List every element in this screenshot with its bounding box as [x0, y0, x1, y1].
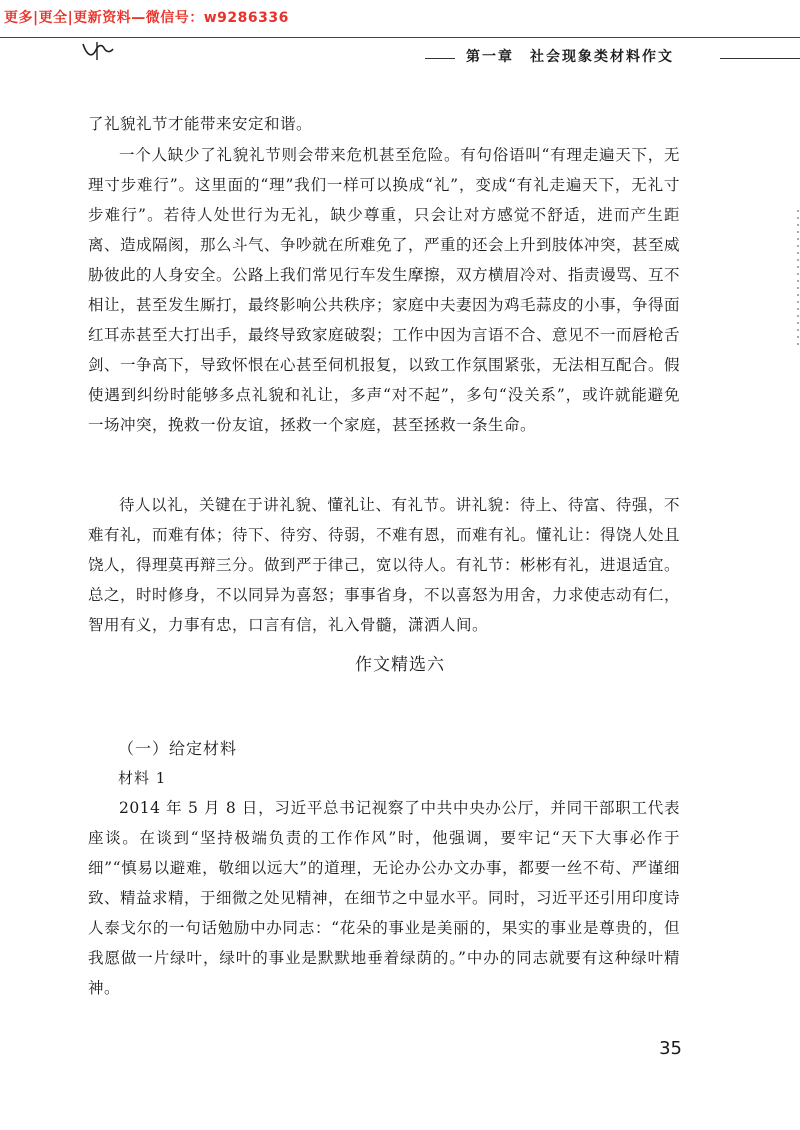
- paragraph-consequences: 一个人缺少了礼貌礼节则会带来危机甚至危险。有句俗语叫“有理走遍天下，无理寸步难行”。这里面的“理”我们一样可以换成“礼”，变成“有礼走遍天下，无礼寸步难行”。若待人处世行为无礼，缺少尊重，只会让对方感觉不舒适，进而产生距离、造成隔阂，那么斗气、争吵就在所难免了，严重的还会上升到肢体冲突，甚至威胁彼此的人身安全。公路上我们常见行车发生摩擦，双方横眉冷对、指责谩骂、互不相让，甚至发生厮打，最终影响公共秩序；家庭中夫妻因为鸡毛蒜皮的小事，争得面红耳赤甚至大打出手，最终导致家庭破裂；工作中因为言语不合、意见不一而唇枪舌剑、一争高下，导致怀恨在心甚至伺机报复，以致工作氛围紧张，无法相互配合。假使遇到纠纷时能够多点礼貌和礼让，多声“对不起”，多句“没关系”，或许就能避免一场冲突，挽救一份友谊，拯救一个家庭，甚至拯救一条生命。: [88, 146, 681, 434]
- scan-edge-mark: [796, 210, 800, 350]
- chapter-title: 第一章 社会现象类材料作文: [466, 49, 674, 65]
- header-line-right: [720, 58, 800, 59]
- page-number: 35: [659, 1038, 682, 1059]
- material-label: 材料 1: [118, 769, 167, 787]
- paragraph-courtesy: 待人以礼，关键在于讲礼貌、懂礼让、有礼节。讲礼貌：待上、待富、待强，不难有礼，而难有体；待下、待穷、待弱，不难有恩，而难有礼。懂礼让：得饶人处且饶人，得理莫再辩三分。做到严于律己，宽以待人。有礼节：彬彬有礼，进退适宜。总之，时时修身，不以同异为喜怒；事事省身，不以喜怒为用舍，力求使志动有仁，智用有义，力事有忠，口言有信，礼入骨髓，潇洒人间。: [88, 496, 681, 634]
- watermark-banner: 更多|更全|更新资料—微信号：w9286336: [4, 10, 289, 26]
- paragraph-continuation: 了礼貌礼节才能带来安定和谐。: [88, 115, 313, 133]
- decorative-swirl-icon: [80, 40, 116, 62]
- section-title: 作文精选六: [355, 655, 445, 675]
- sub-heading: （一）给定材料: [118, 739, 238, 758]
- header-line-left: [425, 58, 455, 59]
- header-rule: [0, 37, 800, 38]
- paragraph-material-1: 2014 年 5 月 8 日，习近平总书记视察了中共中央办公厅，并同干部职工代表座谈。在谈到“坚持极端负责的工作作风”时，他强调，要牢记“天下大事必作于细”“慎易以避难，敬细以远大”的道理，无论办公办文办事，都要一丝不苟、严谨细致、精益求精，于细微之处见精神，在细节之中显水平。同时，习近平还引用印度诗人泰戈尔的一句话勉励中办同志：“花朵的事业是美丽的，果实的事业是尊贵的，但我愿做一片绿叶，绿叶的事业是默默地垂着绿荫的。”中办的同志就要有这种绿叶精神。: [88, 799, 681, 997]
